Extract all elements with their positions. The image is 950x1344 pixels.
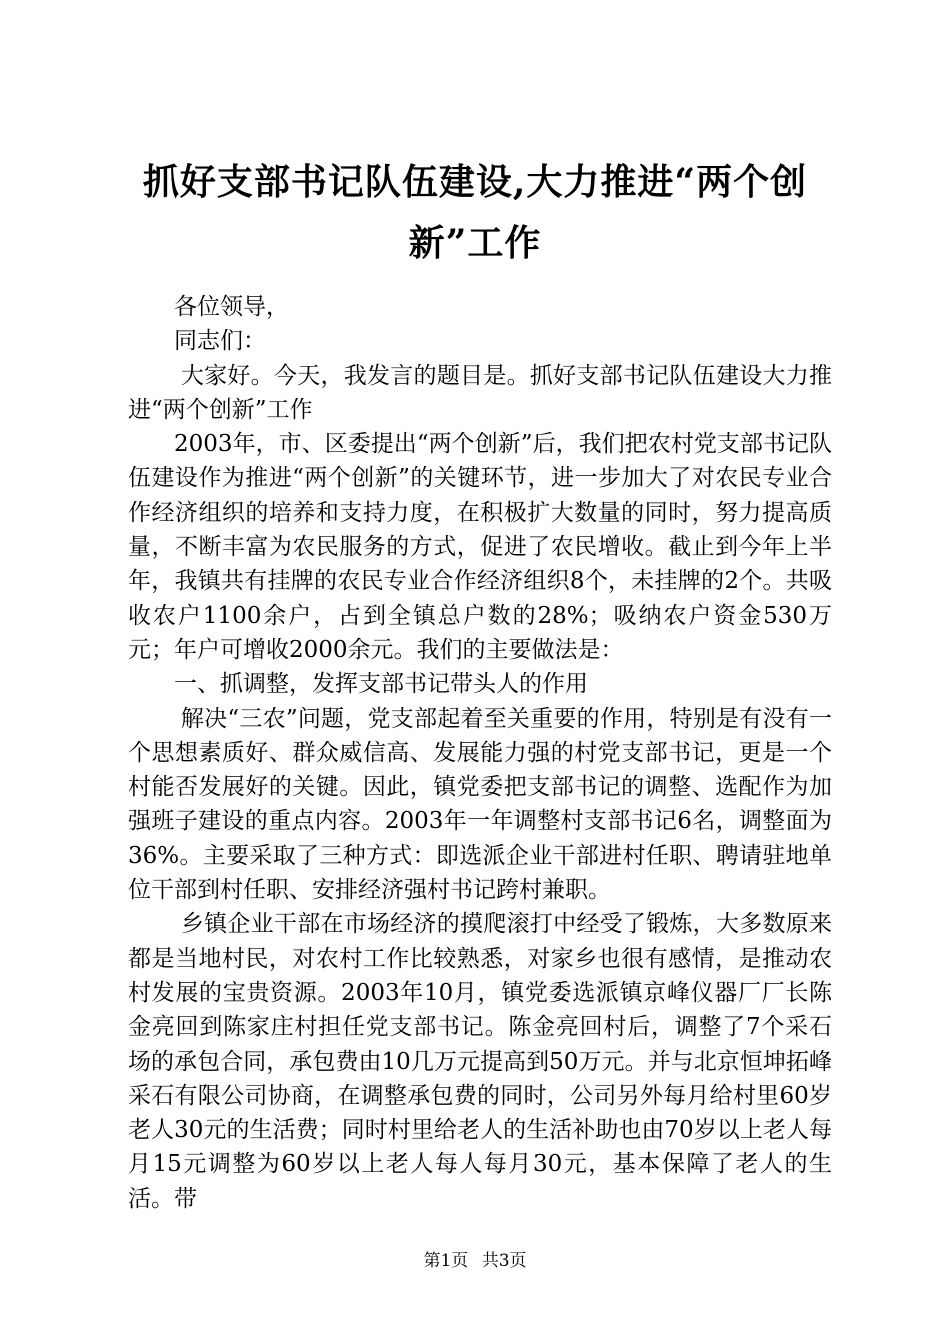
paragraph-enterprise-cadres: 乡镇企业干部在市场经济的摸爬滚打中经受了锻炼，大多数原来都是当地村民，对农村工作比较熟悉，对家乡也很有感情，是推动农村发展的宝贵资源。2003年10月，镇党委选派镇京峰仪器厂厂长陈金亮回到陈家庄村担任党支部书记。陈金亮回村后，调整了7个采石场的承包合同，承包费由10几万元提高到50万元。并与北京恒坤拓峰采石有限公司协商，在调整承包费的同时，公司另外每月给村里60岁老人30元的生活费；同时村里给老人的生活补助也由70岁以上老人每月15元调整为60岁以上老人每人每月30元，基本保障了老人的生活。带 (128, 911, 832, 1212)
salutation-comrades: 同志们： (174, 328, 266, 355)
page-total: 共3页 (481, 1251, 527, 1271)
document-body (128, 290, 832, 1216)
paragraph-section-1: 解决“三农”问题，党支部起着至关重要的作用，特别是有没有一个思想素质好、群众威信高、发展能力强的村党支部书记，更是一个村能否发展好的关键。因此，镇党委把支部书记的调整、选配作为加强班子建设的重点内容。2003年一年调整村支部书记6名，调整面为36%。主要采取了三种方式：即选派企业干部进村任职、聘请驻地单位干部到村任职、安排经济强村书记跨村兼职。 (128, 705, 832, 904)
document-title-line-1: 抓好支部书记队伍建设,大力推进“两个创 (142, 161, 808, 203)
salutation-leaders: 各位领导， (174, 294, 289, 320)
paragraph-intro: 大家好。今天，我发言的题目是。抓好支部书记队伍建设大力推进“两个创新”工作 (128, 362, 832, 423)
paragraph-overview: 2003年，市、区委提出“两个创新”后，我们把农村党支部书记队伍建设作为推进“两个创新”的关键环节，进一步加大了对农民专业合作经济组织的培养和支持力度，在积极扩大数量的同时，努力提高质量，不断丰富为农民服务的方式，促进了农民增收。截止到今年上半年，我镇共有挂牌的农民专业合作经济组织8个，未挂牌的2个。共吸收农户1100余户，占到全镇总户数的28%；吸纳农户资金530万元；年户可增收2000余元。我们的主要做法是： (128, 431, 832, 663)
section-heading-1: 一、抓调整，发挥支部书记带头人的作用 (174, 671, 588, 698)
document-title-line-2: 新”工作 (408, 222, 542, 264)
page-number: 第1页 (423, 1251, 469, 1271)
page-footer (0, 1246, 950, 1271)
